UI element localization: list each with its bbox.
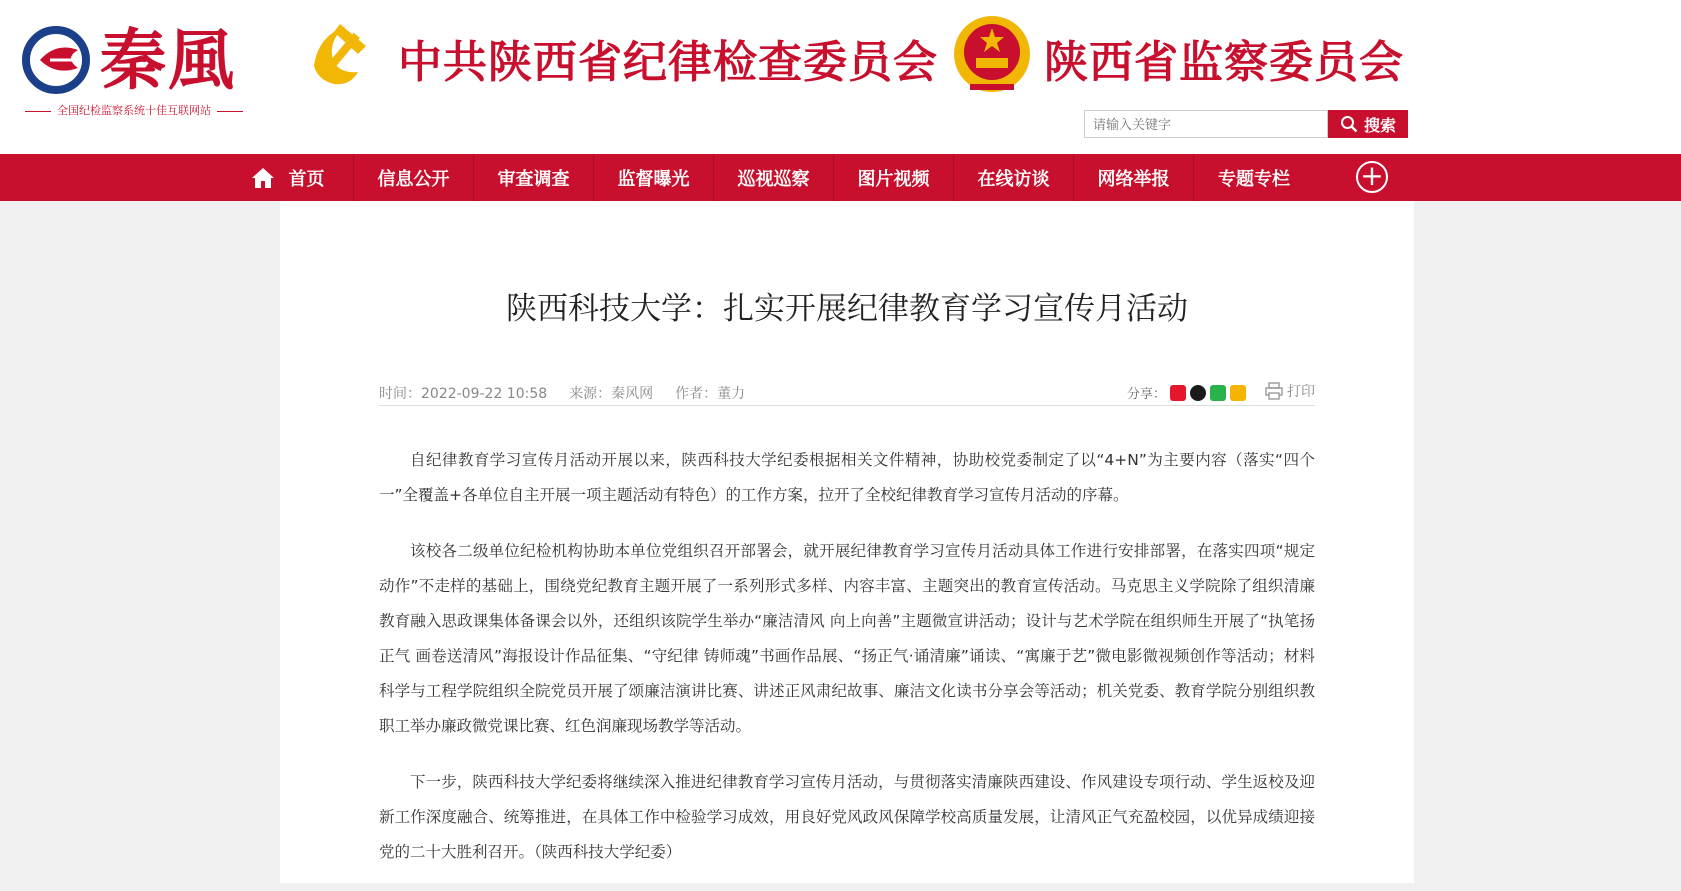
nav-item-review-investigation[interactable]: 审查调查 bbox=[474, 154, 594, 201]
party-committee-title: 中共陕西省纪律检查委员会 bbox=[398, 37, 938, 88]
article-author: 作者：董力 bbox=[675, 386, 746, 402]
search-input[interactable] bbox=[1084, 110, 1328, 138]
nav-item-online-interview[interactable]: 在线访谈 bbox=[954, 154, 1074, 201]
article-title: 陕西科技大学：扎实开展纪律教育学习宣传月活动 bbox=[506, 291, 1188, 327]
state-emblem-icon bbox=[950, 12, 1034, 96]
search-button[interactable] bbox=[1328, 110, 1408, 138]
nav-item-inspection[interactable]: 巡视巡察 bbox=[714, 154, 834, 201]
nav-item-supervision-exposure[interactable]: 监督曝光 bbox=[594, 154, 714, 201]
article-paragraph: 该校各二级单位纪检机构协助本单位党组织召开部署会，就开展纪律教育学习宣传月活动具体工作进行安排部署，在落实四项“规定动作”不走样的基础上，围绕党纪教育主题开展了一系列形式多样、内容丰富、主题突出的教育宣传活动。马克思主义学院除了组织清廉教育融入思政课集体备课会以外，还组织该院学生举办“廉洁清风 向上向善”主题微宣讲活动；设计与艺术学院在组织师生开展了“执笔扬正气 画卷送清风”海报设计作品征集、“守纪律 铸师魂”书画作品展、“扬正气·诵清廉”诵读、“寓廉于艺”微电影微视频创作等活动；材料科学与工程学院组织全院党员开展了颂廉洁演讲比赛、讲述正风肃纪故事、廉洁文化读书分享会等活动；机关党委、教育学院分别组织教职工举办廉政微党课比赛、红色润廉现场教学等活动。 bbox=[379, 542, 1315, 735]
search-button-label: 搜索 bbox=[1363, 115, 1396, 135]
article-body bbox=[379, 443, 1315, 891]
nav-item-info-disclosure[interactable]: 信息公开 bbox=[354, 154, 474, 201]
plus-icon[interactable]: + bbox=[1356, 161, 1388, 193]
share-bar bbox=[1127, 383, 1246, 402]
nav-item-special-topics[interactable]: 专题专栏 bbox=[1218, 168, 1290, 190]
print-label: 打印 bbox=[1287, 384, 1315, 400]
party-emblem-icon bbox=[300, 16, 378, 94]
search-icon bbox=[1340, 115, 1358, 133]
share-label: 分享： bbox=[1127, 387, 1167, 402]
home-icon bbox=[251, 167, 275, 189]
article-paragraph: 自纪律教育学习宣传月活动开展以来，陕西科技大学纪委根据相关文件精神，协助校党委制定了以“4+N”为主要内容（落实“四个一”全覆盖+各单位自主开展一项主题活动有特色）的工作方案，拉开了全校纪律教育学习宣传月活动的序幕。 bbox=[379, 451, 1315, 504]
site-header bbox=[0, 0, 1681, 154]
printer-icon bbox=[1265, 382, 1283, 400]
search-bar bbox=[1084, 110, 1408, 138]
weibo-icon[interactable] bbox=[1170, 385, 1186, 401]
nav-item-label: 首页 bbox=[288, 168, 325, 190]
nav-item-home[interactable] bbox=[222, 154, 354, 201]
article-source: 来源：秦风网 bbox=[569, 386, 654, 402]
qq-icon[interactable] bbox=[1190, 385, 1206, 401]
site-logo[interactable] bbox=[14, 18, 254, 123]
article-paragraph: 下一步，陕西科技大学纪委将继续深入推进纪律教育学习宣传月活动，与贯彻落实清廉陕西建设、作风建设专项行动、学生返校及迎新工作深度融合、统筹推进，在具体工作中检验学习成效，用良好党风政风保障学校高质量发展，让清风正气充盈校园，以优异成绩迎接党的二十大胜利召开。（陕西科技大学纪委） bbox=[379, 773, 1315, 861]
nav-item-online-report[interactable]: 网络举报 bbox=[1074, 154, 1194, 201]
wechat-icon[interactable] bbox=[1210, 385, 1226, 401]
publish-time: 时间：2022-09-22 10:58 bbox=[379, 386, 548, 402]
logo-slogan: 全国纪检监察系统十佳互联网站 bbox=[14, 102, 254, 118]
nav-item-photo-video[interactable]: 图片视频 bbox=[834, 154, 954, 201]
article-meta bbox=[379, 367, 1315, 406]
supervision-committee-title: 陕西省监察委员会 bbox=[1044, 37, 1404, 88]
logo-emblem-icon bbox=[20, 24, 92, 96]
logo-text: 秦風 bbox=[100, 21, 236, 99]
main-nav bbox=[0, 154, 1681, 201]
print-button[interactable] bbox=[1265, 381, 1315, 401]
article-container bbox=[280, 201, 1414, 883]
qzone-icon[interactable] bbox=[1230, 385, 1246, 401]
